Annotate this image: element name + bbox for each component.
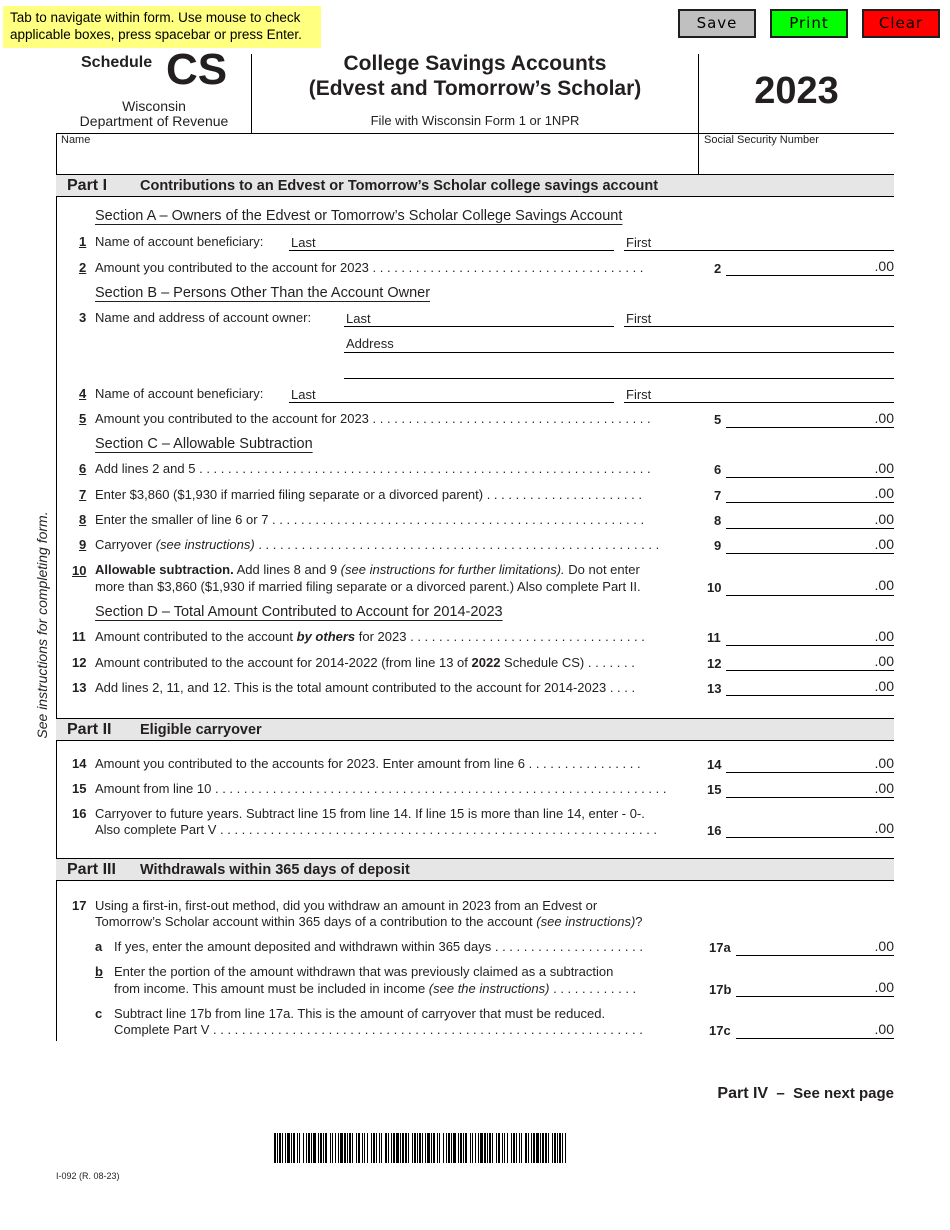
section-b-title: Section B – Persons Other Than the Account Owner	[95, 285, 431, 301]
line-number: 3	[79, 310, 87, 325]
line-number: 12	[72, 655, 87, 670]
line12-text-b: Schedule CS)	[500, 655, 585, 670]
line16-box-number: 16	[707, 823, 722, 838]
part1-header	[56, 174, 894, 197]
part1-title: Contributions to an Edvest or Tomorrow’s Scholar college savings account	[140, 178, 659, 194]
line17c-cents: .00	[874, 1021, 894, 1037]
form-instructions-hint: Tab to navigate within form. Use mouse to check applicable boxes, press spacebar or press Enter.	[3, 6, 321, 48]
line11-cents: .00	[874, 628, 894, 644]
line16-cents: .00	[874, 820, 894, 836]
tax-year: 2023	[754, 70, 839, 112]
line14-cents: .00	[874, 755, 894, 771]
line6-label: Add lines 2 and 5	[95, 461, 196, 476]
line17-text-line1: Using a first-in, first-out method, did you withdraw an amount in 2023 from an Edvest or	[95, 898, 598, 913]
agency-department: Department of Revenue	[79, 113, 229, 129]
line16-text-line1: Carryover to future years. Subtract line 15 from line 14. If line 15 is more than line 14, enter - 0-.	[95, 806, 645, 821]
line1-label: Name of account beneficiary:	[95, 234, 264, 249]
line12-amount-input[interactable]	[726, 670, 894, 671]
line-number: 7	[79, 487, 87, 502]
part4-text: See next page	[793, 1085, 894, 1102]
line17-text-line2	[95, 914, 643, 930]
line8-label: Enter the smaller of line 6 or 7	[95, 512, 269, 527]
line-number: 6	[79, 461, 87, 476]
line-number: 16	[72, 806, 87, 821]
line17c-box-number: 17c	[709, 1023, 731, 1038]
first-name-label: First	[626, 235, 652, 250]
line17-italic-note: (see instructions)	[536, 914, 636, 929]
ssn-label: Social Security Number	[704, 134, 819, 146]
line17a-amount-input[interactable]	[736, 955, 894, 956]
line3-last-name-input[interactable]	[344, 326, 614, 327]
line5-label: Amount you contributed to the account for 2023	[95, 411, 369, 426]
last-name-label: Last	[346, 311, 371, 326]
line-number: 10	[72, 563, 87, 578]
line10-bold-label: Allowable subtraction.	[95, 562, 234, 577]
line17b-amount-input[interactable]	[736, 996, 894, 997]
line2-row: Amount you contributed to the account for 2023 . . . . . . . . . . . . . . . . . . . . . . . . . . . . . . . . . . . . . .	[95, 260, 644, 275]
line13-label: Add lines 2, 11, and 12. This is the total amount contributed to the account for 2014-2023	[95, 680, 607, 695]
line14-box-number: 14	[707, 757, 722, 772]
line-letter: b	[95, 964, 103, 979]
line5-box-number: 5	[714, 412, 722, 427]
line3-label: Name and address of account owner:	[95, 310, 312, 325]
line17b-row: from income. This amount must be included in income (see the instructions) . . . . . . . . . . . .	[114, 981, 637, 996]
line4-first-name-input[interactable]	[624, 402, 894, 403]
line17a-box-number: 17a	[709, 940, 731, 955]
line3-address-input-1[interactable]	[344, 352, 894, 353]
line-number: 5	[79, 411, 87, 426]
line8-cents: .00	[874, 511, 894, 527]
line-number: 13	[72, 680, 87, 695]
line11-text-b: for 2023	[355, 629, 407, 644]
line17c-text-b: Complete Part V	[114, 1022, 210, 1037]
line11-row: Amount contributed to the account by others for 2023 . . . . . . . . . . . . . . . . . . . . . . . . . . . . . . . . .	[95, 629, 645, 644]
line15-row: Amount from line 10 . . . . . . . . . . . . . . . . . . . . . . . . . . . . . . . . . . . . . . . . . . . . . . . . . . . . . . . . . . . . . . .	[95, 781, 667, 796]
line-number: 9	[79, 537, 87, 552]
line11-by-others: by others	[296, 629, 356, 644]
line2-amount-input[interactable]	[726, 275, 894, 276]
line10-box-number: 10	[707, 580, 722, 595]
line14-label: Amount you contributed to the accounts for 2023. Enter amount from line 6	[95, 756, 525, 771]
line10-text-line2: more than $3,860 ($1,930 if married filing separate or a divorced parent.) Also complete Part II.	[95, 579, 641, 594]
line17c-row: Complete Part V . . . . . . . . . . . . . . . . . . . . . . . . . . . . . . . . . . . . . . . . . . . . . . . . . . . . . . . . . . . .	[114, 1022, 643, 1037]
line-number: 17	[72, 898, 87, 913]
line10-text-line1	[95, 562, 640, 578]
line17-text-b: Tomorrow’s Scholar account within 365 days of a contribution to the account	[95, 914, 537, 929]
line7-cents: .00	[874, 485, 894, 501]
schedule-label: Schedule	[81, 54, 153, 71]
form-title-line1: College Savings Accounts	[343, 52, 607, 75]
barcode	[274, 1133, 566, 1163]
line17c-text-line1: Subtract line 17b from line 17a. This is the amount of carryover that must be reduced.	[114, 1006, 606, 1021]
line3-first-name-input[interactable]	[624, 326, 894, 327]
line-number: 1	[79, 234, 87, 249]
line17b-text-b: from income. This amount must be included in income	[114, 981, 429, 996]
part3-label: Part III	[67, 861, 116, 878]
line17a-row: If yes, enter the amount deposited and withdrawn within 365 days . . . . . . . . . . . . . . . . . . . . .	[114, 939, 643, 954]
line11-box-number: 11	[707, 630, 721, 645]
line1-last-name-input[interactable]	[289, 250, 614, 251]
line17b-cents: .00	[874, 979, 894, 995]
line10-italic-note: (see instructions for further limitations).	[340, 562, 565, 577]
section-a-title: Section A – Owners of the Edvest or Tomorrow’s Scholar College Savings Account	[95, 208, 623, 224]
line5-amount-input[interactable]	[726, 427, 894, 428]
line17b-box-number: 17b	[709, 982, 732, 997]
line3-address-input-2[interactable]	[344, 378, 894, 379]
line17a-label: If yes, enter the amount deposited and withdrawn within 365 days	[114, 939, 492, 954]
line9-amount-input[interactable]	[726, 553, 894, 554]
line2-box-number: 2	[714, 261, 722, 276]
part3-title: Withdrawals within 365 days of deposit	[140, 862, 410, 878]
line-number: 15	[72, 781, 87, 796]
save-button[interactable]: Save	[678, 9, 756, 38]
part2-title: Eligible carryover	[140, 722, 262, 738]
part4-dash: –	[776, 1085, 785, 1102]
line12-box-number: 12	[707, 656, 722, 671]
clear-button[interactable]: Clear	[862, 9, 940, 38]
line4-label: Name of account beneficiary:	[95, 386, 264, 401]
agency-state: Wisconsin	[122, 98, 186, 114]
line13-row: Add lines 2, 11, and 12. This is the total amount contributed to the account for 2014-2023 . . . .	[95, 680, 636, 695]
line10-text-b: Do not enter	[564, 562, 640, 577]
ssn-input[interactable]	[699, 145, 894, 173]
line5-row: Amount you contributed to the account for 2023 . . . . . . . . . . . . . . . . . . . . . . . . . . . . . . . . . . . . . . .	[95, 411, 651, 426]
line6-amount-input[interactable]	[726, 477, 894, 478]
line13-cents: .00	[874, 678, 894, 694]
line-number: 14	[72, 756, 87, 771]
line10-cents: .00	[874, 577, 894, 593]
first-name-label: First	[626, 311, 652, 326]
part1-label: Part I	[67, 177, 108, 194]
line14-amount-input[interactable]	[726, 772, 894, 773]
line17-text-c: ?	[635, 914, 643, 929]
line10-text-a: Add lines 8 and 9	[233, 562, 341, 577]
part3-header	[56, 858, 894, 881]
line6-box-number: 6	[714, 462, 722, 477]
left-margin-rule	[56, 133, 57, 1041]
line17b-text-line1: Enter the portion of the amount withdrawn that was previously claimed as a subtraction	[114, 964, 614, 979]
line13-amount-input[interactable]	[726, 695, 894, 696]
line12-row: Amount contributed to the account for 2014-2022 (from line 13 of 2022 Schedule CS) . . . . . . .	[95, 655, 635, 670]
side-instructions-note: See instructions for completing form.	[34, 511, 50, 739]
line-letter: c	[95, 1006, 103, 1021]
line12-bold-year: 2022	[471, 655, 501, 670]
line15-label: Amount from line 10	[95, 781, 212, 796]
print-button[interactable]: Print	[770, 9, 848, 38]
line17b-italic-note: (see the instructions)	[428, 981, 550, 996]
line15-box-number: 15	[707, 782, 722, 797]
line1-first-name-input[interactable]	[624, 250, 894, 251]
line6-cents: .00	[874, 460, 894, 476]
line9-row: Carryover (see instructions) . . . . . . . . . . . . . . . . . . . . . . . . . . . . . . . . . . . . . . . . . . . . . . . . . . . . . . . .	[95, 537, 660, 552]
line8-amount-input[interactable]	[726, 528, 894, 529]
first-name-label: First	[626, 387, 652, 402]
line9-cents: .00	[874, 536, 894, 552]
line-number: 2	[79, 260, 87, 275]
line5-cents: .00	[874, 410, 894, 426]
line7-row: Enter $3,860 ($1,930 if married filing separate or a divorced parent) . . . . . . . . . . . . . . . . . . . . . .	[95, 487, 642, 502]
file-with-note: File with Wisconsin Form 1 or 1NPR	[370, 113, 580, 128]
continue-note	[620, 1085, 894, 1103]
line4-last-name-input[interactable]	[289, 402, 614, 403]
line8-box-number: 8	[714, 513, 722, 528]
line12-cents: .00	[874, 653, 894, 669]
section-c-title: Section C – Allowable Subtraction	[95, 436, 313, 452]
line2-cents: .00	[874, 258, 894, 274]
line17a-cents: .00	[874, 938, 894, 954]
line17c-amount-input[interactable]	[736, 1038, 894, 1039]
line10-amount-input[interactable]	[726, 595, 894, 596]
line9-label: Carryover	[95, 537, 153, 552]
line16-row: Also complete Part V . . . . . . . . . . . . . . . . . . . . . . . . . . . . . . . . . . . . . . . . . . . . . . . . . . . . . . . . . . . . .	[95, 822, 658, 837]
line2-label: Amount you contributed to the account for 2023	[95, 260, 369, 275]
line-number: 8	[79, 512, 87, 527]
address-label: Address	[346, 336, 394, 351]
line15-amount-input[interactable]	[726, 797, 894, 798]
last-name-label: Last	[291, 387, 316, 402]
line9-box-number: 9	[714, 538, 722, 553]
last-name-label: Last	[291, 235, 316, 250]
line-number: 11	[72, 629, 86, 644]
line8-row: Enter the smaller of line 6 or 7 . . . . . . . . . . . . . . . . . . . . . . . . . . . . . . . . . . . . . . . . . . . . . . . . . . . .	[95, 512, 645, 527]
name-input[interactable]	[56, 145, 698, 173]
line-letter: a	[95, 939, 103, 954]
line11-text-a: Amount contributed to the account	[95, 629, 297, 644]
schedule-code: CS	[166, 45, 228, 94]
line11-amount-input[interactable]	[726, 645, 894, 646]
part4-label: Part IV	[717, 1085, 769, 1102]
line14-row: Amount you contributed to the accounts for 2023. Enter amount from line 6 . . . . . . . . . . . . . . . .	[95, 756, 641, 771]
line6-row: Add lines 2 and 5 . . . . . . . . . . . . . . . . . . . . . . . . . . . . . . . . . . . . . . . . . . . . . . . . . . . . . . . . . . . . . . .	[95, 461, 651, 476]
line13-box-number: 13	[707, 681, 722, 696]
line15-cents: .00	[874, 780, 894, 796]
form-code: I-092 (R. 08-23)	[56, 1171, 120, 1181]
line7-label: Enter $3,860 ($1,930 if married filing separate or a divorced parent)	[95, 487, 484, 502]
part2-label: Part II	[67, 721, 112, 738]
line7-box-number: 7	[714, 488, 722, 503]
part2-header	[56, 718, 894, 741]
line12-text-a: Amount contributed to the account for 2014-2022 (from line 13 of	[95, 655, 472, 670]
line16-amount-input[interactable]	[726, 837, 894, 838]
line-number: 4	[79, 386, 87, 401]
form-title-line2: (Edvest and Tomorrow’s Scholar)	[308, 77, 642, 100]
section-d-title: Section D – Total Amount Contributed to Account for 2014-2023	[95, 604, 503, 620]
line9-italic-note: (see instructions)	[155, 537, 255, 552]
line16-text-line2: Also complete Part V	[95, 822, 217, 837]
name-label: Name	[61, 134, 91, 146]
line7-amount-input[interactable]	[726, 502, 894, 503]
